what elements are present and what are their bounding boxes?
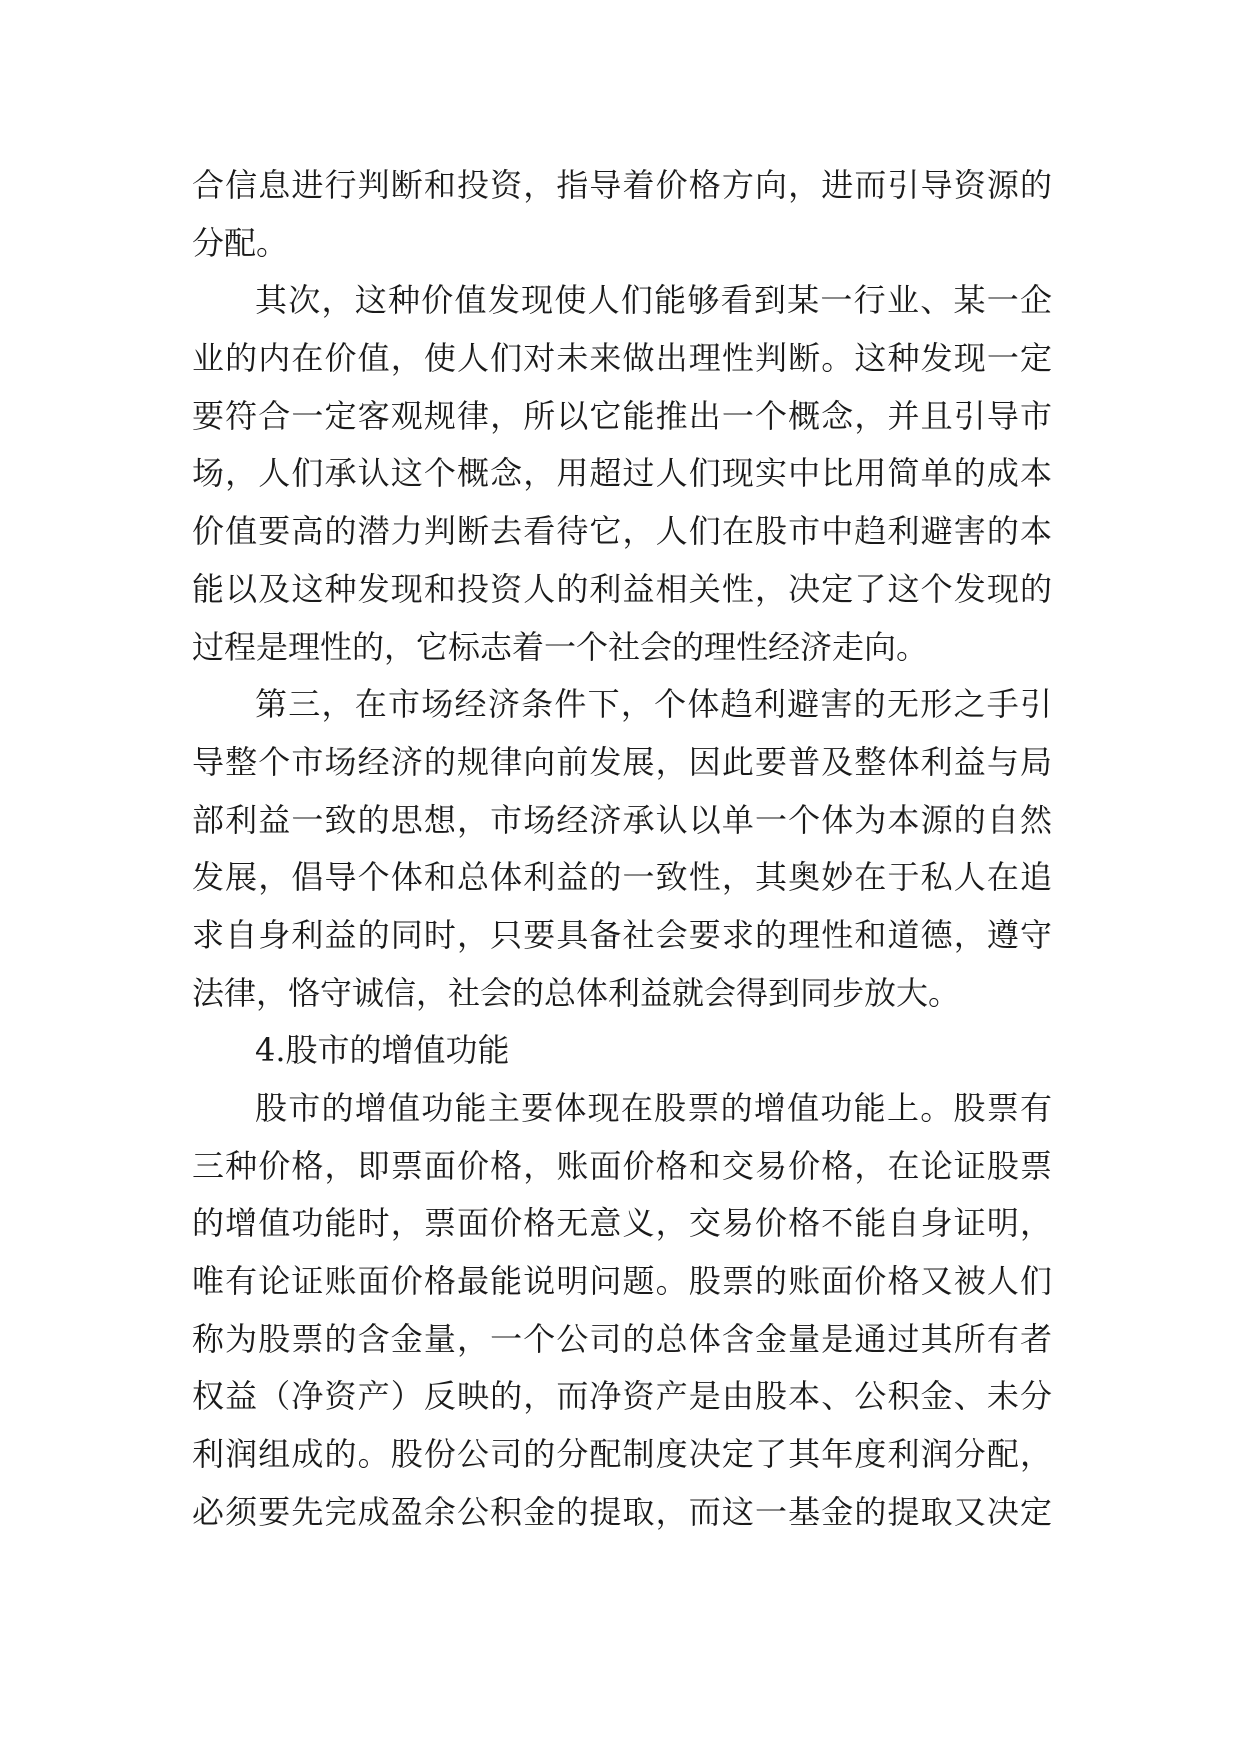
text-line: 导整个市场经济的规律向前发展，因此要普及整体利益与局 xyxy=(192,742,1052,781)
text-line: 唯有论证账面价格最能说明问题。股票的账面价格又被人们 xyxy=(192,1262,1052,1301)
text-line: 权益（净资产）反映的，而净资产是由股本、公积金、未分 xyxy=(192,1377,1052,1416)
text-line: 分配。 xyxy=(192,223,289,262)
text-line: 要符合一定客观规律，所以它能推出一个概念，并且引导市 xyxy=(192,396,1052,435)
text-line: 过程是理性的，它标志着一个社会的理性经济走向。 xyxy=(192,627,929,666)
text-line: 业的内在价值，使人们对未来做出理性判断。这种发现一定 xyxy=(192,339,1052,378)
text-line: 场，人们承认这个概念，用超过人们现实中比用简单的成本 xyxy=(192,454,1052,493)
text-line: 三种价格，即票面价格，账面价格和交易价格，在论证股票 xyxy=(192,1146,1052,1185)
text-line: 称为股票的含金量，一个公司的总体含金量是通过其所有者 xyxy=(192,1319,1052,1358)
text-line: 必须要先完成盈余公积金的提取，而这一基金的提取又决定 xyxy=(192,1492,1052,1531)
text-line: 价值要高的潜力判断去看待它，人们在股市中趋利避害的本 xyxy=(192,512,1052,551)
text-line: 能以及这种发现和投资人的利益相关性，决定了这个发现的 xyxy=(192,569,1052,608)
body-text xyxy=(192,157,1052,1542)
paragraph-first-line: 股市的增值功能主要体现在股票的增值功能上。股票有 xyxy=(255,1089,1052,1127)
text-line: 发展，倡导个体和总体利益的一致性，其奥妙在于私人在追 xyxy=(192,858,1052,897)
paragraph-first-line: 第三，在市场经济条件下，个体趋利避害的无形之手引 xyxy=(255,685,1052,724)
text-line: 法律，恪守诚信，社会的总体利益就会得到同步放大。 xyxy=(192,973,961,1012)
section-heading: 4.股市的增值功能 xyxy=(255,1031,510,1070)
text-line: 利润组成的。股份公司的分配制度决定了其年度利润分配， xyxy=(192,1435,1052,1474)
text-line: 求自身利益的同时，只要具备社会要求的理性和道德，遵守 xyxy=(192,915,1052,954)
text-line: 合信息进行判断和投资，指导着价格方向，进而引导资源的 xyxy=(192,166,1052,204)
paragraph-first-line: 其次，这种价值发现使人们能够看到某一行业、某一企 xyxy=(255,281,1052,320)
text-line: 部利益一致的思想，市场经济承认以单一个体为本源的自然 xyxy=(192,800,1052,839)
text-line: 的增值功能时，票面价格无意义，交易价格不能自身证明， xyxy=(192,1204,1052,1243)
